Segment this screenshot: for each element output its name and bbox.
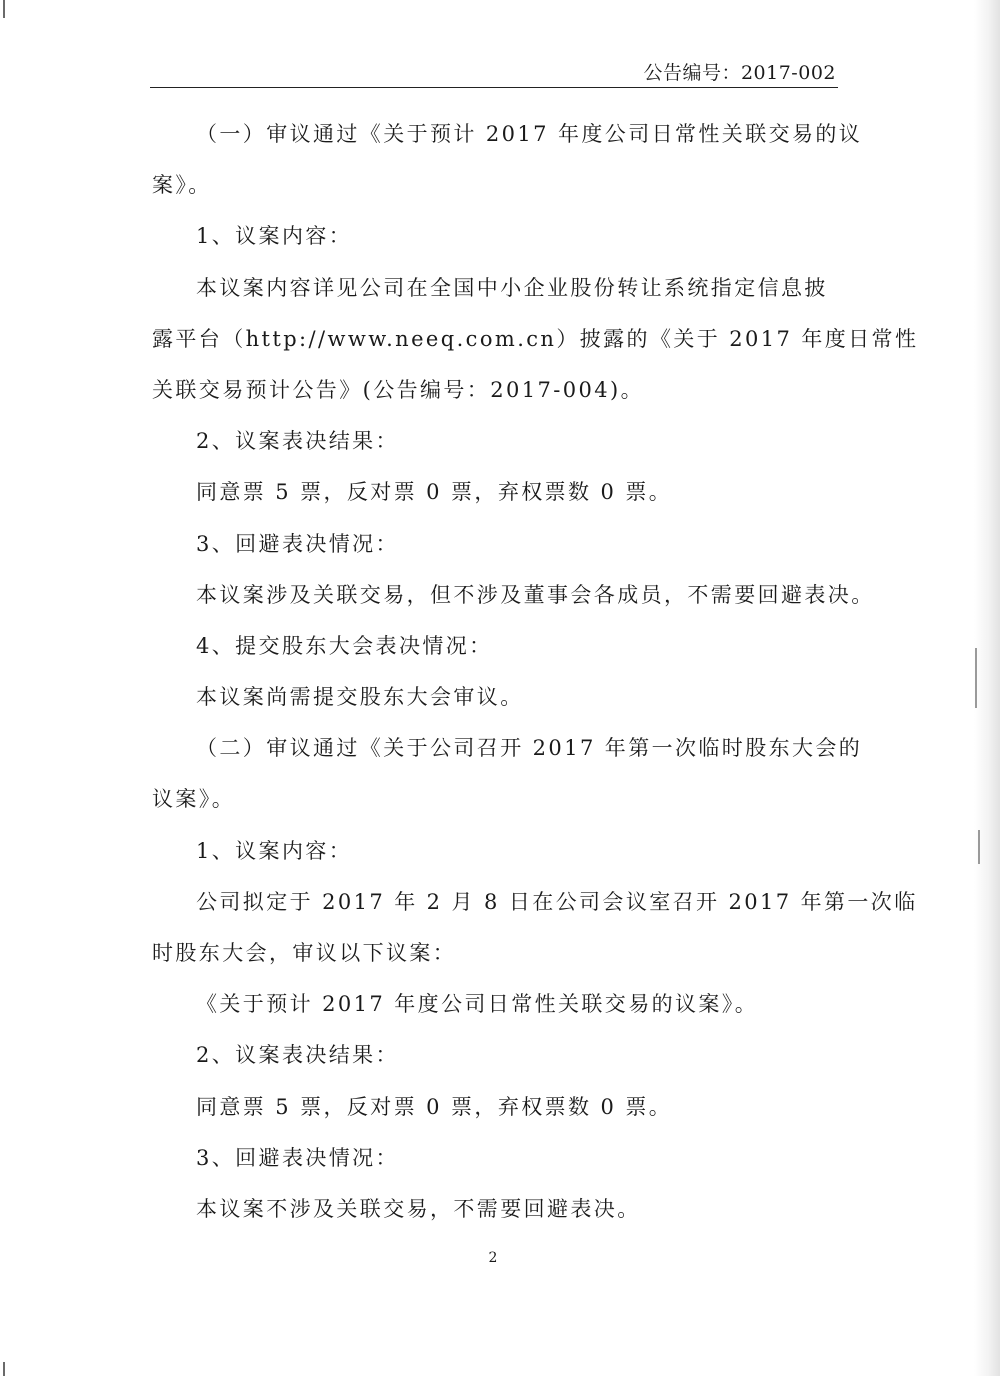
- body-line: 4、提交股东大会表决情况：: [196, 633, 493, 658]
- body-line: 3、回避表决情况：: [196, 1145, 399, 1170]
- body-line: 《关于预计 2017 年度公司日常性关联交易的议案》。: [196, 992, 759, 1017]
- body-line: 本议案尚需提交股东大会审议。: [196, 685, 524, 710]
- body-line: 本议案不涉及关联交易，不需要回避表决。: [196, 1196, 641, 1221]
- body-line: 公司拟定于 2017 年 2 月 8 日在公司会议室召开 2017 年第一次临: [196, 889, 918, 914]
- scan-mark: [978, 830, 980, 864]
- header-rule: [150, 87, 838, 89]
- body-line: （一）审议通过《关于预计 2017 年度公司日常性关联交易的议: [196, 122, 863, 146]
- body-line: 关联交易预计公告》(公告编号：2017-004)。: [152, 377, 645, 402]
- page-number: 2: [488, 1250, 498, 1266]
- body-line: 1、议案内容：: [196, 838, 353, 863]
- body-line: 露平台（http://www.neeq.com.cn）披露的《关于 2017 年度日常性: [152, 326, 919, 351]
- body-line: 1、议案内容：: [196, 224, 353, 249]
- document-body: [152, 109, 919, 1235]
- page-header: [150, 58, 838, 88]
- body-line: 同意票 5 票，反对票 0 票，弃权票数 0 票。: [196, 1094, 673, 1119]
- scan-shadow-right: [974, 0, 1000, 1376]
- announcement-code: 公告编号：2017-002: [643, 62, 836, 84]
- body-line: 议案》。: [152, 787, 236, 812]
- body-line: 本议案内容详见公司在全国中小企业股份转让系统指定信息披: [196, 275, 828, 300]
- body-line: 时股东大会，审议以下议案：: [152, 941, 457, 965]
- body-line: 同意票 5 票，反对票 0 票，弃权票数 0 票。: [196, 480, 673, 505]
- scan-mark: [3, 0, 5, 18]
- body-line: 本议案涉及关联交易，但不涉及董事会各成员，不需要回避表决。: [196, 582, 875, 607]
- body-line: （二）审议通过《关于公司召开 2017 年第一次临时股东大会的: [196, 736, 863, 761]
- scan-mark: [975, 648, 977, 708]
- body-line: 3、回避表决情况：: [196, 531, 399, 556]
- body-line: 案》。: [152, 173, 212, 198]
- body-line: 2、议案表决结果：: [196, 429, 399, 454]
- scan-mark: [3, 1362, 5, 1376]
- body-line: 2、议案表决结果：: [196, 1043, 399, 1068]
